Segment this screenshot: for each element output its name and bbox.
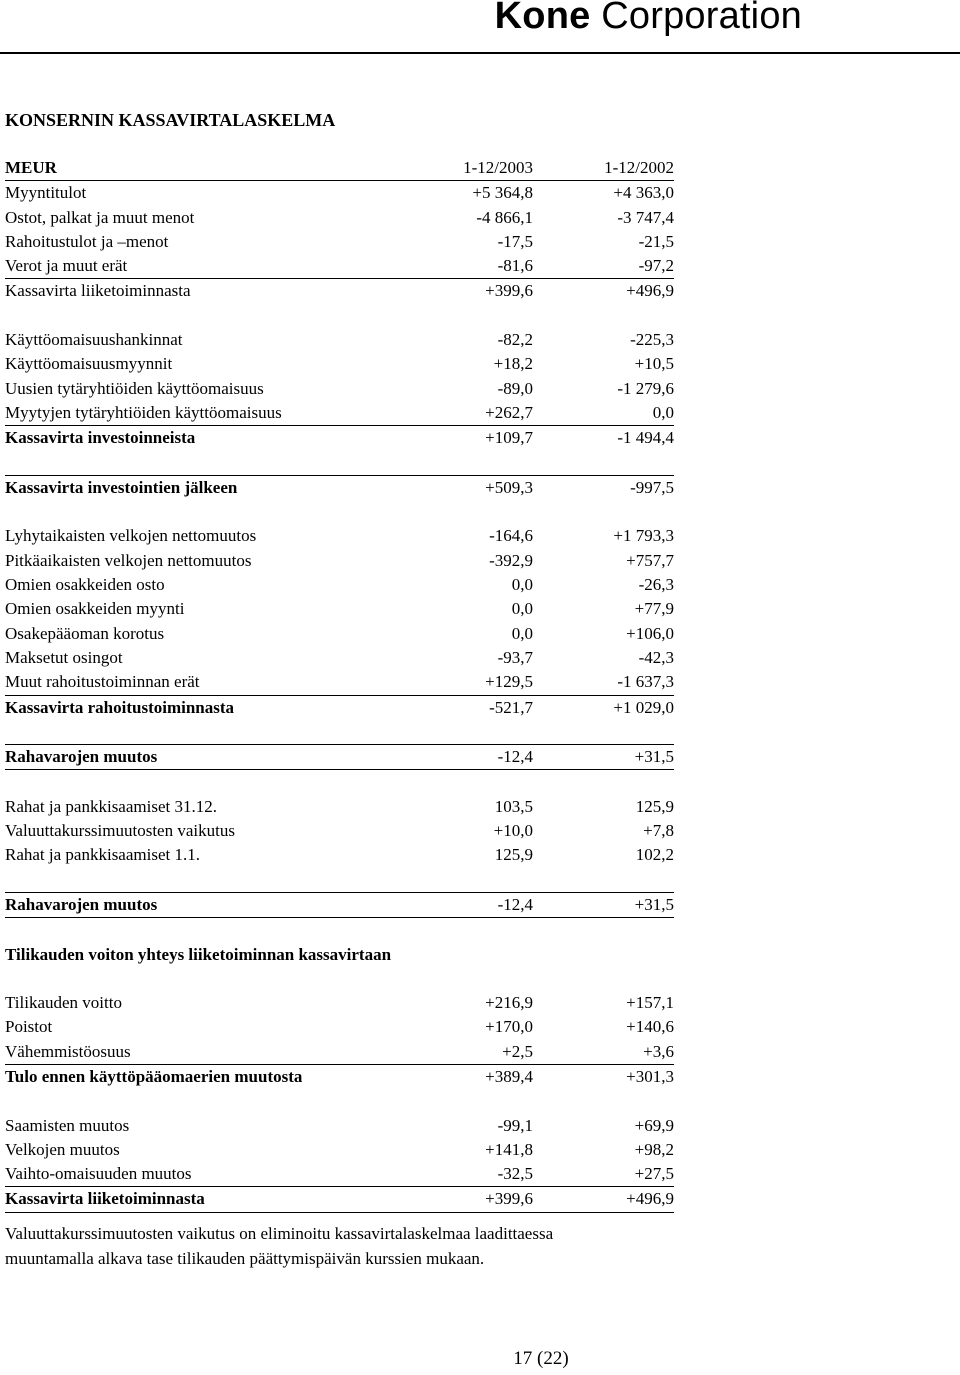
- spacer: [5, 304, 674, 328]
- row-value-2002: +757,7: [626, 550, 674, 570]
- row-value-2002: -3 747,4: [617, 207, 674, 227]
- row-label: Ostot, palkat ja muut menot: [5, 207, 195, 227]
- spacer: [5, 967, 674, 991]
- row-label: Rahavarojen muutos: [5, 894, 158, 914]
- row-value-2003: -82,2: [497, 330, 533, 350]
- row-value-2003: +129,5: [485, 672, 533, 692]
- row-value-2003: +399,6: [485, 1189, 533, 1209]
- table-row: [5, 401, 674, 426]
- table-row: [5, 991, 674, 1015]
- table-row: [5, 230, 674, 254]
- row-value-2003: +170,0: [485, 1017, 533, 1037]
- total-row: [5, 1187, 674, 1212]
- table-row: [5, 646, 674, 670]
- table-row: [5, 1015, 674, 1039]
- row-value-2002: +31,5: [634, 894, 674, 914]
- row-value-2003: +399,6: [485, 281, 533, 301]
- row-value-2003: 0,0: [511, 623, 533, 643]
- row-value-2002: -1 494,4: [617, 428, 674, 448]
- row-value-2003: 0,0: [511, 599, 533, 619]
- row-value-2003: -99,1: [497, 1115, 533, 1135]
- row-value-2003: +389,4: [485, 1066, 533, 1086]
- row-label: Omien osakkeiden osto: [5, 575, 165, 595]
- footnote-line-2: muuntamalla alkava tase tilikauden päättymispäivän kurssien mukaan.: [5, 1249, 485, 1268]
- logo-suffix: Corporation: [601, 0, 802, 37]
- row-value-2003: +109,7: [485, 428, 533, 448]
- table-row: [5, 206, 674, 230]
- row-value-2002: +10,5: [634, 354, 674, 374]
- table-row: [5, 1138, 674, 1162]
- row-value-2003: -17,5: [497, 231, 533, 251]
- row-label: Kassavirta liiketoiminnasta: [5, 281, 191, 301]
- spacer: [5, 918, 674, 942]
- row-value-2002: +1 793,3: [613, 526, 674, 546]
- row-value-2003: 103,5: [494, 796, 533, 816]
- company-logo: [495, 0, 802, 38]
- row-value-2002: +27,5: [634, 1164, 674, 1184]
- column-header-row: [5, 156, 674, 181]
- total-row: [5, 893, 674, 918]
- subtotal-row: [5, 476, 674, 500]
- table-row: [5, 622, 674, 646]
- row-label: Maksetut osingot: [5, 647, 123, 667]
- row-value-2003: -81,6: [497, 256, 533, 276]
- total-row: [5, 745, 674, 770]
- row-value-2002: +7,8: [643, 821, 674, 841]
- row-value-2003: -32,5: [497, 1164, 533, 1184]
- row-label: Vaihto-omaisuuden muutos: [5, 1164, 192, 1184]
- table-row: [5, 524, 674, 548]
- row-label: Rahat ja pankkisaamiset 31.12.: [5, 796, 217, 816]
- table-row: [5, 843, 674, 867]
- row-value-2003: -392,9: [489, 550, 533, 570]
- table-row: [5, 1114, 674, 1138]
- row-value-2003: +216,9: [485, 993, 533, 1013]
- subtotal-row: [5, 426, 674, 450]
- spacer: [5, 868, 674, 893]
- spacer: [5, 451, 674, 476]
- row-value-2002: +98,2: [634, 1139, 674, 1159]
- row-value-2002: +106,0: [626, 623, 674, 643]
- row-label: Lyhytaikaisten velkojen nettomuutos: [5, 526, 257, 546]
- row-label: Uusien tytäryhtiöiden käyttöomaisuus: [5, 378, 264, 398]
- table-row: [5, 377, 674, 401]
- page-number: 17 (22): [513, 1348, 569, 1369]
- row-value-2002: +140,6: [626, 1017, 674, 1037]
- row-value-2003: +262,7: [485, 402, 533, 422]
- row-value-2002: -1 279,6: [617, 378, 674, 398]
- statement-title: KONSERNIN KASSAVIRTALASKELMA: [5, 110, 336, 130]
- row-value-2002: -1 637,3: [617, 672, 674, 692]
- row-label: Omien osakkeiden myynti: [5, 599, 185, 619]
- row-label: Kassavirta liiketoiminnasta: [5, 1189, 205, 1209]
- row-label: Käyttöomaisuusmyynnit: [5, 354, 173, 374]
- row-value-2003: 125,9: [494, 845, 533, 865]
- row-value-2002: +1 029,0: [613, 697, 674, 717]
- table-row: [5, 181, 674, 205]
- row-label: Saamisten muutos: [5, 1115, 130, 1135]
- row-value-2003: +18,2: [493, 354, 533, 374]
- row-label: Valuuttakurssimuutosten vaikutus: [5, 821, 235, 841]
- row-value-2003: +5 364,8: [472, 183, 533, 203]
- row-value-2003: +2,5: [502, 1041, 533, 1061]
- row-label: Osakepääoman korotus: [5, 623, 165, 643]
- row-label: Kassavirta investointien jälkeen: [5, 477, 238, 497]
- logo-brand: Kone: [494, 0, 591, 37]
- row-label: Verot ja muut erät: [5, 256, 128, 276]
- row-value-2002: 125,9: [635, 796, 674, 816]
- row-label: Velkojen muutos: [5, 1139, 120, 1159]
- row-value-2002: -42,3: [638, 647, 674, 667]
- row-label: Rahavarojen muutos: [5, 747, 158, 767]
- row-value-2003: -12,4: [497, 894, 533, 914]
- row-value-2003: +141,8: [485, 1139, 533, 1159]
- row-value-2003: -164,6: [489, 526, 533, 546]
- footnote: [5, 1221, 705, 1271]
- row-value-2002: +31,5: [634, 747, 674, 767]
- row-label: Tilikauden voitto: [5, 993, 122, 1013]
- section-heading: [5, 943, 674, 967]
- table-row: [5, 670, 674, 695]
- row-label: Vähemmistöosuus: [5, 1041, 131, 1061]
- row-value-2003: -93,7: [497, 647, 533, 667]
- row-label: Kassavirta rahoitustoiminnasta: [5, 697, 235, 717]
- column-header-2002: 1-12/2002: [604, 158, 674, 177]
- row-value-2002: -26,3: [638, 575, 674, 595]
- table-row: [5, 328, 674, 352]
- subtotal-row: [5, 696, 674, 720]
- column-header-label: MEUR: [5, 158, 57, 177]
- table-row: [5, 549, 674, 573]
- table-row: [5, 819, 674, 843]
- spacer: [5, 770, 674, 794]
- row-label: Rahat ja pankkisaamiset 1.1.: [5, 845, 200, 865]
- row-value-2002: -225,3: [630, 330, 674, 350]
- spacer: [5, 500, 674, 524]
- row-value-2003: +10,0: [493, 821, 533, 841]
- row-value-2003: +509,3: [485, 477, 533, 497]
- row-value-2003: -89,0: [497, 378, 533, 398]
- table-row: [5, 597, 674, 621]
- row-label: Rahoitustulot ja –menot: [5, 231, 169, 251]
- cash-flow-table: [5, 156, 674, 1213]
- row-label: Myyntitulot: [5, 183, 87, 203]
- table-row: [5, 254, 674, 279]
- table-row: [5, 573, 674, 597]
- row-label: Muut rahoitustoiminnan erät: [5, 672, 200, 692]
- row-value-2002: +69,9: [634, 1115, 674, 1135]
- row-value-2002: 0,0: [652, 402, 674, 422]
- footnote-line-1: Valuuttakurssimuutosten vaikutus on eliminoitu kassavirtalaskelmaa laadittaessa: [5, 1224, 554, 1243]
- row-value-2003: -521,7: [489, 697, 533, 717]
- row-label: Käyttöomaisuushankinnat: [5, 330, 183, 350]
- row-label: Poistot: [5, 1017, 53, 1037]
- row-value-2003: -12,4: [497, 747, 533, 767]
- row-label: Myytyjen tytäryhtiöiden käyttöomaisuus: [5, 402, 282, 422]
- row-value-2002: +496,9: [626, 1189, 674, 1209]
- row-value-2002: -21,5: [638, 231, 674, 251]
- subtotal-row: [5, 279, 674, 303]
- table-row: [5, 795, 674, 819]
- spacer: [5, 720, 674, 745]
- row-label: Kassavirta investoinneista: [5, 428, 196, 448]
- subtotal-row: [5, 1065, 674, 1089]
- row-value-2002: +496,9: [626, 281, 674, 301]
- table-row: [5, 352, 674, 376]
- column-header-2003: 1-12/2003: [463, 158, 533, 177]
- row-value-2002: +301,3: [626, 1066, 674, 1086]
- spacer: [5, 1089, 674, 1113]
- header-rule: [0, 52, 960, 54]
- row-value-2002: +3,6: [643, 1041, 674, 1061]
- row-value-2002: +4 363,0: [613, 183, 674, 203]
- section-heading-label: Tilikauden voiton yhteys liiketoiminnan kassavirtaan: [5, 944, 392, 964]
- row-value-2003: 0,0: [511, 575, 533, 595]
- row-value-2002: +157,1: [626, 993, 674, 1013]
- row-value-2002: +77,9: [634, 599, 674, 619]
- row-value-2002: 102,2: [635, 845, 674, 865]
- row-value-2002: -97,2: [638, 256, 674, 276]
- row-value-2002: -997,5: [630, 477, 674, 497]
- row-value-2003: -4 866,1: [476, 207, 533, 227]
- table-row: [5, 1040, 674, 1065]
- table-row: [5, 1162, 674, 1187]
- row-label: Pitkäaikaisten velkojen nettomuutos: [5, 550, 252, 570]
- row-label: Tulo ennen käyttöpääomaerien muutosta: [5, 1066, 303, 1086]
